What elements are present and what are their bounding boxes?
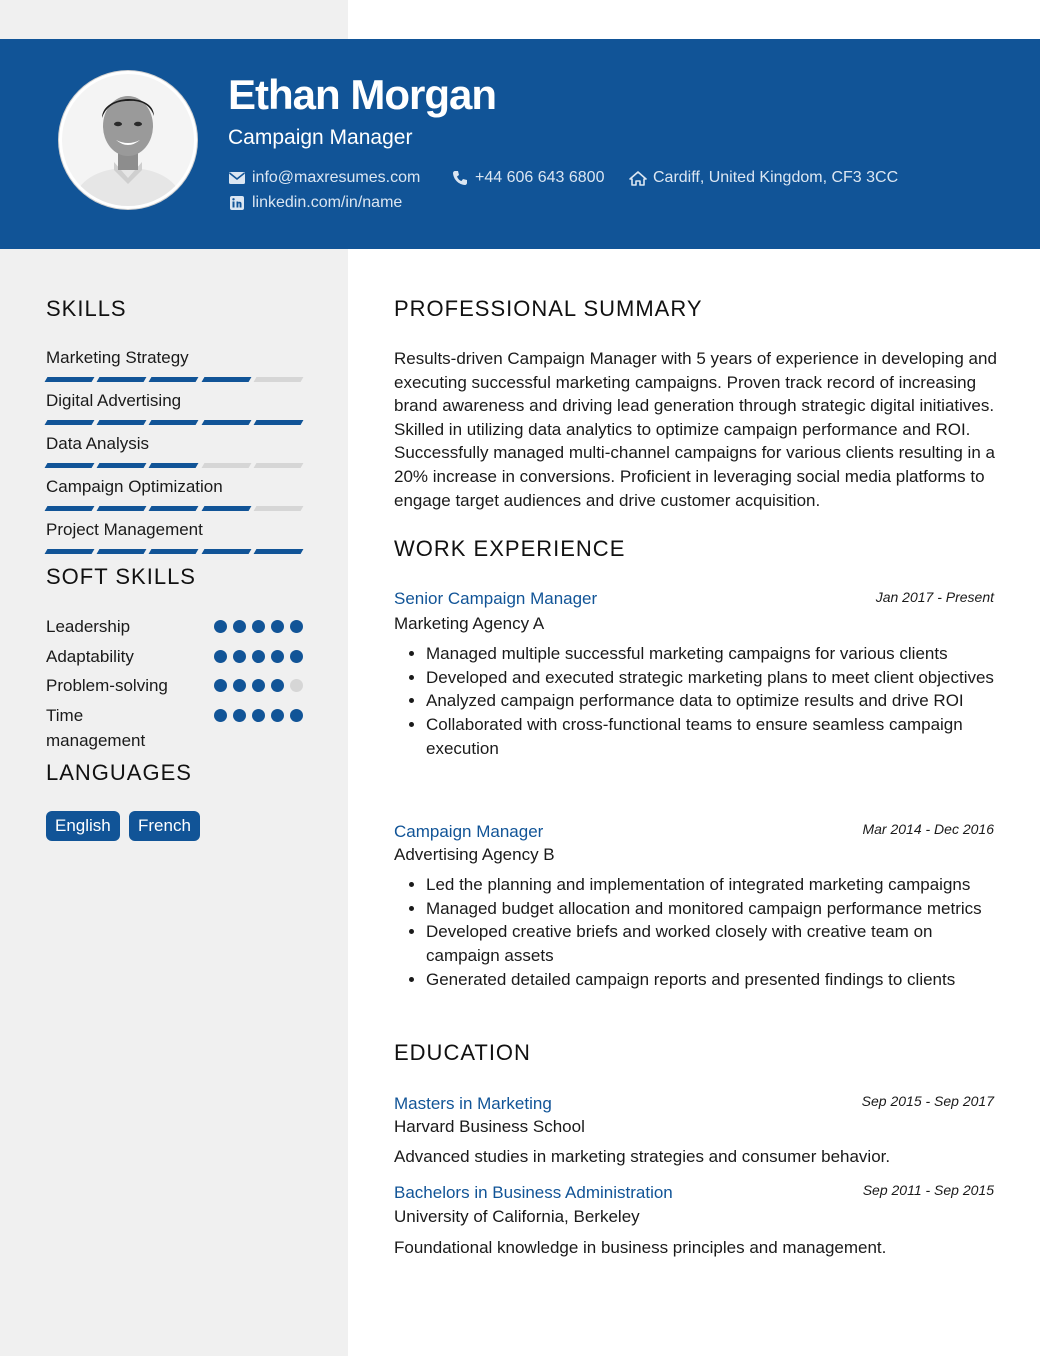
level-segment [271,620,284,633]
level-segment [252,650,265,663]
school-name: Harvard Business School [394,1117,585,1136]
level-segment [271,709,284,722]
home-icon [629,169,647,187]
level-segment [253,377,303,382]
linkedin-text: linkedin.com/in/name [252,194,403,211]
level-segment [97,420,147,425]
school-name: University of California, Berkeley [394,1207,640,1226]
list-item: • Analyzed campaign performance data to optimize results and drive ROI [426,689,994,713]
level-segment [233,679,246,692]
skills-heading: SKILLS [46,296,127,321]
skill-label: Campaign Optimization [46,477,223,496]
skill-bar [46,463,302,468]
job-bullets [394,642,994,761]
level-segment [290,620,303,633]
company-name: Advertising Agency B [394,845,555,864]
list-item: • Managed budget allocation and monitored campaign performance metrics [426,897,994,921]
phone-icon [451,169,469,187]
level-segment [149,463,199,468]
soft-skill-label: Leadership [46,617,131,636]
soft-skill-dots [214,679,303,692]
level-segment [97,463,147,468]
level-segment [233,650,246,663]
linkedin-icon [228,194,246,212]
level-segment [45,549,95,554]
level-segment [214,650,227,663]
skill-label: Project Management [46,520,203,539]
email-text: info@maxresumes.com [252,169,421,186]
level-segment [97,377,147,382]
contact-phone[interactable] [451,167,604,189]
soft-skills-heading: SOFT SKILLS [46,564,196,589]
level-segment [252,679,265,692]
level-segment [290,679,303,692]
soft-skill-label: Problem-solving [46,676,168,695]
skill-bar [46,420,302,425]
soft-skill-label: Time management [46,706,146,750]
contact-address [629,167,898,189]
level-segment [201,377,251,382]
level-segment [271,650,284,663]
level-segment [45,377,95,382]
contact-linkedin[interactable] [228,192,402,214]
education-description: Foundational knowledge in business principles and management. [394,1238,887,1257]
level-segment [253,463,303,468]
skill-label: Digital Advertising [46,391,182,410]
level-segment [201,549,251,554]
soft-skill-label: Adaptability [46,647,134,666]
skill-bar [46,377,302,382]
phone-text: +44 606 643 6800 [475,169,605,186]
languages-heading: LANGUAGES [46,760,192,785]
job-dates: Mar 2014 - Dec 2016 [862,821,994,837]
skill-label: Data Analysis [46,434,149,453]
level-segment [290,709,303,722]
summary-heading: PROFESSIONAL SUMMARY [394,296,703,321]
language-badge: English [46,811,120,841]
level-segment [214,709,227,722]
level-segment [201,463,251,468]
experience-heading: WORK EXPERIENCE [394,536,626,561]
level-segment [214,620,227,633]
education-description: Advanced studies in marketing strategies and consumer behavior. [394,1147,891,1166]
address-text: Cardiff, United Kingdom, CF3 3CC [653,169,899,186]
level-segment [149,506,199,511]
job-bullets [394,873,994,992]
language-badge: French [129,811,200,841]
level-segment [214,679,227,692]
level-segment [201,506,251,511]
level-segment [253,506,303,511]
degree-title: Masters in Marketing [394,1094,552,1113]
level-segment [45,463,95,468]
level-segment [45,420,95,425]
level-segment [252,709,265,722]
profile-photo [59,71,197,209]
education-dates: Sep 2015 - Sep 2017 [861,1093,994,1109]
skill-bar [46,506,302,511]
list-item: • Generated detailed campaign reports and presented findings to clients [426,968,994,992]
level-segment [253,549,303,554]
level-segment [45,506,95,511]
list-item: • Led the planning and implementation of integrated marketing campaigns [426,873,994,897]
education-heading: EDUCATION [394,1040,531,1065]
job-title: Campaign Manager [394,822,544,841]
soft-skill-dots [214,709,303,722]
list-item: • Managed multiple successful marketing campaigns for various clients [426,642,994,666]
level-segment [290,650,303,663]
level-segment [271,679,284,692]
list-item: • Collaborated with cross-functional teams to ensure seamless campaign execution [426,713,994,760]
level-segment [252,620,265,633]
job-dates: Jan 2017 - Present [875,589,994,605]
candidate-name: Ethan Morgan [228,71,496,118]
level-segment [233,709,246,722]
level-segment [201,420,251,425]
envelope-icon [228,169,246,187]
list-item: • Developed creative briefs and worked closely with creative team on campaign assets [426,920,994,967]
education-dates: Sep 2011 - Sep 2015 [862,1182,994,1198]
skill-bar [46,549,302,554]
job-title: Senior Campaign Manager [394,589,598,608]
candidate-title: Campaign Manager [228,126,413,149]
skill-label: Marketing Strategy [46,348,189,367]
degree-title: Bachelors in Business Administration [394,1183,673,1202]
level-segment [97,506,147,511]
summary-text: Results-driven Campaign Manager with 5 years of experience in developing and executing successful marketing campaigns. Proven track record of increasing brand awareness and driving lead generation through strategic digital initiatives. Skilled in utilizing data analytics to optimize campaign performance and ROI. Successfully managed multi-channel campaigns for various clients resulting in a 20% increase in conversions. Proficient in leveraging social media platforms to engage target audiences and drive customer acquisition. [394,349,997,510]
level-segment [253,420,303,425]
level-segment [97,549,147,554]
company-name: Marketing Agency A [394,614,545,633]
level-segment [149,420,199,425]
level-segment [149,549,199,554]
contact-email[interactable] [228,167,420,189]
soft-skill-dots [214,620,303,633]
level-segment [233,620,246,633]
level-segment [149,377,199,382]
resume-header [0,39,1040,249]
soft-skill-dots [214,650,303,663]
list-item: • Developed and executed strategic marketing plans to meet client objectives [426,666,994,690]
